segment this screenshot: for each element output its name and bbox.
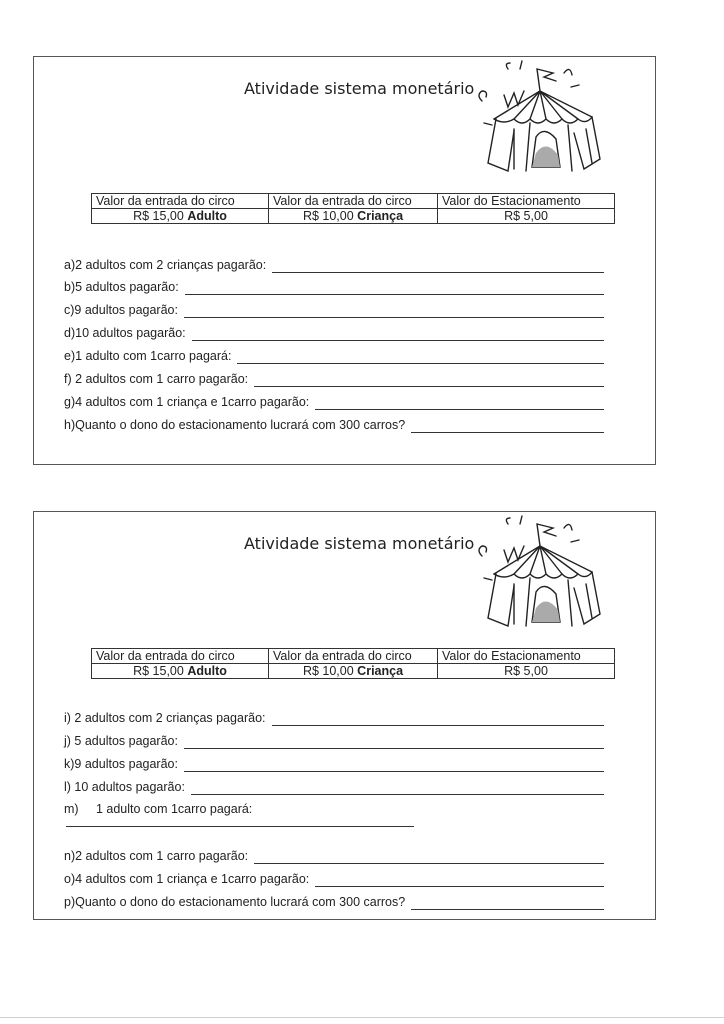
answer-line[interactable] bbox=[237, 351, 604, 364]
question-text: h)Quanto o dono do estacionamento lucrará com 300 carros? bbox=[64, 418, 406, 432]
price-table-value-row bbox=[92, 664, 615, 679]
question-text: b)5 adultos pagarão: bbox=[64, 280, 179, 294]
price-cell-parking bbox=[438, 664, 615, 679]
price-value: R$ 15,00 bbox=[133, 664, 184, 678]
price-label: Adulto bbox=[187, 209, 227, 223]
price-label: Adulto bbox=[187, 664, 227, 678]
question-row bbox=[64, 779, 604, 795]
circus-tent-icon bbox=[474, 514, 612, 630]
answer-line[interactable] bbox=[272, 260, 604, 273]
page-bottom-edge bbox=[0, 1017, 724, 1018]
question-text: e)1 adulto com 1carro pagará: bbox=[64, 349, 232, 363]
question-text: m) 1 adulto com 1carro pagará: bbox=[64, 802, 253, 816]
question-row bbox=[64, 756, 604, 772]
price-table-value-row bbox=[92, 209, 615, 224]
answer-line[interactable] bbox=[315, 397, 604, 410]
price-value: R$ 5,00 bbox=[504, 664, 548, 678]
question-row bbox=[64, 348, 604, 364]
price-cell-parking bbox=[438, 209, 615, 224]
question-row bbox=[64, 371, 604, 387]
price-table bbox=[91, 193, 615, 224]
question-text: i) 2 adultos com 2 crianças pagarão: bbox=[64, 711, 266, 725]
question-text: k)9 adultos pagarão: bbox=[64, 757, 178, 771]
answer-line[interactable] bbox=[411, 897, 604, 910]
price-table-header: Valor do Estacionamento bbox=[438, 194, 615, 209]
question-row bbox=[64, 417, 604, 433]
answer-line[interactable] bbox=[184, 759, 604, 772]
price-value: R$ 10,00 bbox=[302, 209, 354, 223]
price-table-header-row bbox=[92, 194, 615, 209]
answer-line[interactable] bbox=[192, 328, 604, 341]
question-text: c)9 adultos pagarão: bbox=[64, 303, 178, 317]
question-text: g)4 adultos com 1 criança e 1carro pagarão: bbox=[64, 395, 310, 409]
question-text: l) 10 adultos pagarão: bbox=[64, 780, 185, 794]
question-text: j) 5 adultos pagarão: bbox=[64, 734, 178, 748]
answer-line[interactable] bbox=[411, 420, 604, 433]
answer-line[interactable] bbox=[66, 826, 414, 827]
question-text: a)2 adultos com 2 crianças pagarão: bbox=[64, 258, 267, 272]
answer-line[interactable] bbox=[315, 874, 604, 887]
question-row bbox=[64, 871, 604, 887]
answer-line[interactable] bbox=[254, 374, 604, 387]
price-table-header: Valor da entrada do circo bbox=[269, 194, 438, 209]
question-text: o)4 adultos com 1 criança e 1carro pagarão: bbox=[64, 872, 310, 886]
price-value: R$ 10,00 bbox=[302, 664, 354, 678]
question-row bbox=[64, 848, 604, 864]
price-cell-child bbox=[269, 664, 438, 679]
question-row bbox=[64, 733, 604, 749]
price-value: R$ 15,00 bbox=[133, 209, 184, 223]
activity-title: Atividade sistema monetário bbox=[244, 534, 475, 553]
price-cell-child bbox=[269, 209, 438, 224]
activity-card-2 bbox=[33, 511, 656, 920]
price-label: Criança bbox=[357, 209, 404, 223]
price-table-header: Valor do Estacionamento bbox=[438, 649, 615, 664]
question-row bbox=[64, 302, 604, 318]
price-cell-adult bbox=[92, 664, 269, 679]
question-text: d)10 adultos pagarão: bbox=[64, 326, 186, 340]
answer-line[interactable] bbox=[185, 282, 604, 295]
question-row bbox=[64, 279, 604, 295]
price-table-header-row bbox=[92, 649, 615, 664]
price-table-header: Valor da entrada do circo bbox=[92, 194, 269, 209]
answer-line[interactable] bbox=[272, 713, 605, 726]
answer-line[interactable] bbox=[191, 782, 604, 795]
answer-line[interactable] bbox=[184, 305, 604, 318]
circus-tent-icon bbox=[474, 59, 612, 175]
answer-line[interactable] bbox=[254, 851, 604, 864]
question-text: p)Quanto o dono do estacionamento lucrará com 300 carros? bbox=[64, 895, 406, 909]
price-cell-adult bbox=[92, 209, 269, 224]
question-row bbox=[64, 710, 604, 726]
question-text: f) 2 adultos com 1 carro pagarão: bbox=[64, 372, 249, 386]
price-table-header: Valor da entrada do circo bbox=[269, 649, 438, 664]
price-table bbox=[91, 648, 615, 679]
question-row bbox=[64, 257, 604, 273]
activity-title: Atividade sistema monetário bbox=[244, 79, 475, 98]
price-table-header: Valor da entrada do circo bbox=[92, 649, 269, 664]
question-row bbox=[64, 325, 604, 341]
answer-line[interactable] bbox=[184, 736, 604, 749]
question-row bbox=[64, 394, 604, 410]
price-value: R$ 5,00 bbox=[504, 209, 548, 223]
question-text: n)2 adultos com 1 carro pagarão: bbox=[64, 849, 249, 863]
question-row bbox=[64, 894, 604, 910]
activity-card-1 bbox=[33, 56, 656, 465]
price-label: Criança bbox=[357, 664, 404, 678]
